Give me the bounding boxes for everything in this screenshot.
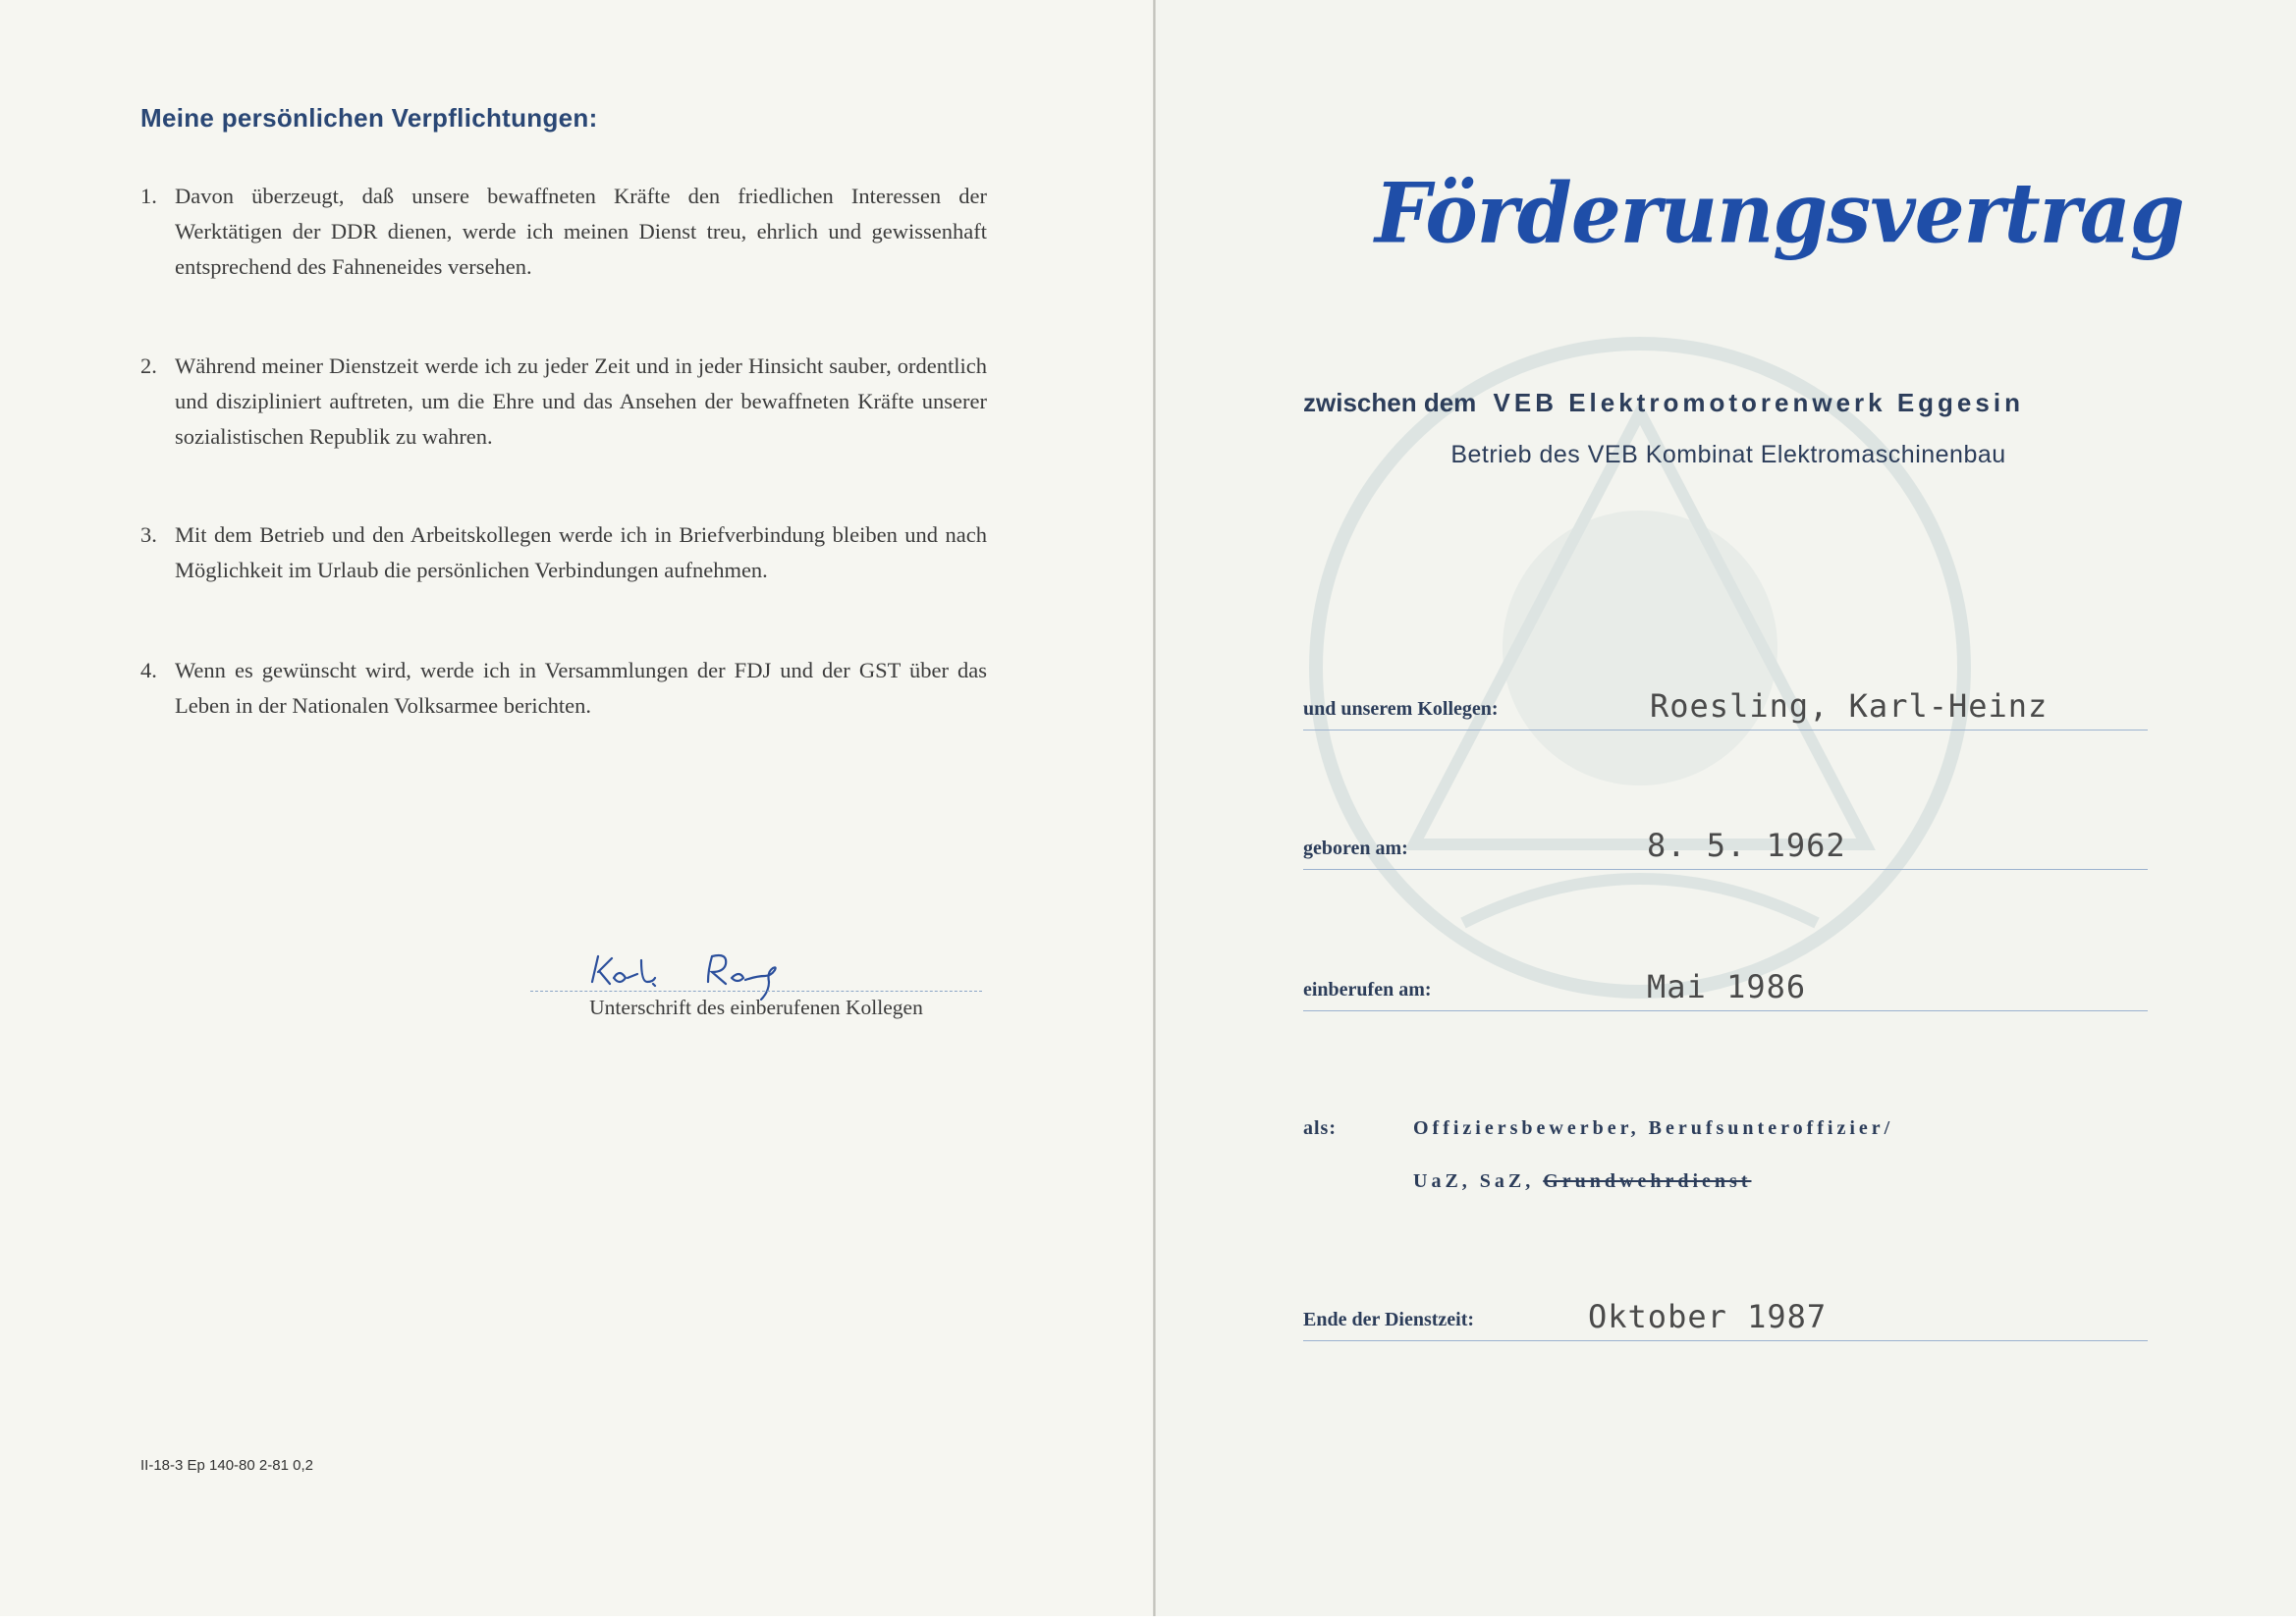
- document-title: Förderungsvertrag: [1375, 164, 2184, 262]
- field-label: einberufen am:: [1303, 979, 1432, 1001]
- pledge-number: 3.: [140, 522, 157, 547]
- obligations-heading: Meine persönlichen Verpflichtungen:: [140, 103, 598, 133]
- field-label: geboren am:: [1303, 838, 1408, 859]
- field-label: und unserem Kollegen:: [1303, 698, 1499, 720]
- pledge-number: 1.: [140, 184, 157, 208]
- pledge-number: 2.: [140, 353, 157, 378]
- print-code: II-18-3 Ep 140-80 2-81 0,2: [140, 1457, 313, 1474]
- field-rule: [1303, 1010, 2148, 1011]
- field-rule: [1303, 869, 2148, 870]
- pledge-text: Mit dem Betrieb und den Arbeitskollegen werde ich in Briefverbindung bleiben und nach Möglichkeit im Urlaub die persönlichen Verbindungen aufnehmen.: [175, 522, 987, 582]
- pledge-number: 4.: [140, 658, 157, 682]
- field-rule: [1303, 730, 2148, 731]
- als-option-line: Offiziersbewerber, Berufsunteroffizier/: [1413, 1117, 1894, 1139]
- field-ende: [1303, 1292, 2148, 1341]
- als-option-selected: Grundwehrdienst: [1543, 1170, 1752, 1192]
- pledge-text: Während meiner Dienstzeit werde ich zu jeder Zeit und in jeder Hinsicht sauber, ordentlich und diszipliniert auftreten, um die Ehre und das Ansehen der bewaffneten Kräfte unserer sozialistischen Republik zu wahren.: [175, 353, 987, 449]
- field-als: [1303, 1111, 2148, 1210]
- signature-block: [530, 943, 982, 1031]
- field-kollege: [1303, 681, 2148, 731]
- handwritten-signature: [584, 943, 879, 1001]
- pledge-item: [140, 517, 987, 588]
- party-prefix: zwischen dem: [1303, 388, 1477, 417]
- fold-line: [1153, 0, 1156, 1624]
- field-value: Mai 1986: [1647, 968, 1807, 1005]
- field-label: als:: [1303, 1117, 1337, 1139]
- pledge-item: [140, 349, 987, 455]
- field-geboren: [1303, 821, 2148, 870]
- signature-caption: Unterschrift des einberufenen Kollegen: [589, 996, 923, 1019]
- pledge-item: [140, 653, 987, 724]
- pledge-text: Wenn es gewünscht wird, werde ich in Versammlungen der FDJ und der GST über das Leben in der Nationalen Volksarmee berichten.: [175, 658, 987, 718]
- field-value: Roesling, Karl-Heinz: [1650, 687, 2049, 725]
- paper-bottom-edge: [0, 1616, 2296, 1624]
- field-rule: [1303, 1340, 2148, 1341]
- pledge-text: Davon überzeugt, daß unsere bewaffneten Kräfte den friedlichen Interessen der Werktätigen der DDR dienen, werde ich meinen Dienst treu, ehrlich und gewissenhaft entsprechend des Fahneneides versehen.: [175, 184, 987, 279]
- contract-party-line: [1303, 388, 2154, 418]
- field-einberufen: [1303, 962, 2148, 1011]
- field-value: 8. 5. 1962: [1647, 827, 1846, 864]
- pledge-item: [140, 179, 987, 285]
- party-subline: Betrieb des VEB Kombinat Elektromaschinenbau: [1450, 441, 2006, 468]
- field-label: Ende der Dienstzeit:: [1303, 1309, 1475, 1330]
- party-company: VEB Elektromotorenwerk Eggesin: [1493, 388, 2024, 417]
- als-option-prefix: UaZ, SaZ,: [1413, 1170, 1535, 1192]
- als-option-line: [1413, 1170, 1752, 1193]
- signature-line: [530, 991, 982, 992]
- field-value: Oktober 1987: [1588, 1298, 1828, 1335]
